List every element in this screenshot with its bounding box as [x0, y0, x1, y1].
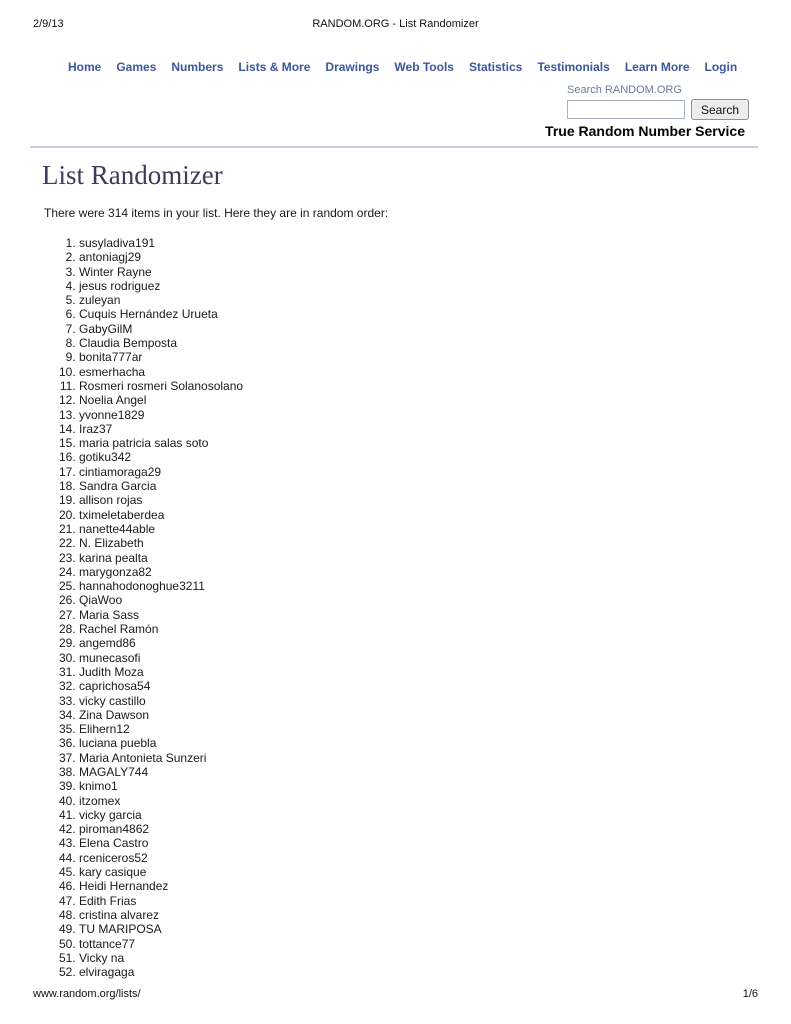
list-item: 38. MAGALY744: [79, 765, 243, 779]
footer-url: www.random.org/lists/: [33, 988, 141, 1000]
page-title: List Randomizer: [42, 160, 223, 190]
search-block: [567, 84, 747, 120]
list-item: 50. tottance77: [79, 937, 243, 951]
list-item: 16. gotiku342: [79, 450, 243, 464]
print-footer: [33, 988, 758, 1000]
print-header: [33, 18, 758, 32]
list-item: 9. bonita777ar: [79, 350, 243, 364]
list-item: 18. Sandra Garcia: [79, 479, 243, 493]
list-item: 4. jesus rodriguez: [79, 279, 243, 293]
list-item: 8. Claudia Bemposta: [79, 336, 243, 350]
list-item: 2. antoniagj29: [79, 250, 243, 264]
nav-item-drawings[interactable]: Drawings: [325, 60, 380, 74]
header-divider: [30, 146, 758, 148]
list-item: 27. Maria Sass: [79, 608, 243, 622]
nav-item-games[interactable]: Games: [116, 60, 157, 74]
main-nav: [68, 60, 737, 74]
list-item: 22. N. Elizabeth: [79, 536, 243, 550]
list-item: 48. cristina alvarez: [79, 908, 243, 922]
list-item: 24. marygonza82: [79, 565, 243, 579]
print-title: RANDOM.ORG - List Randomizer: [312, 18, 479, 30]
nav-item-web-tools[interactable]: Web Tools: [394, 60, 454, 74]
list-item: 21. nanette44able: [79, 522, 243, 536]
list-item: 6. Cuquis Hernández Urueta: [79, 307, 243, 321]
list-item: 10. esmerhacha: [79, 365, 243, 379]
list-item: 32. caprichosa54: [79, 679, 243, 693]
nav-item-home[interactable]: Home: [68, 60, 102, 74]
list-item: 40. itzomex: [79, 794, 243, 808]
list-item: 7. GabyGilM: [79, 322, 243, 336]
list-item: 30. munecasofi: [79, 651, 243, 665]
list-item: 23. karina pealta: [79, 551, 243, 565]
list-item: 52. elviragaga: [79, 965, 243, 979]
list-item: 13. yvonne1829: [79, 408, 243, 422]
list-item: 44. rceniceros52: [79, 851, 243, 865]
list-item: 45. kary casique: [79, 865, 243, 879]
print-date: 2/9/13: [33, 18, 64, 30]
list-item: 11. Rosmeri rosmeri Solanosolano: [79, 379, 243, 393]
list-item: 28. Rachel Ramón: [79, 622, 243, 636]
list-item: 14. Iraz37: [79, 422, 243, 436]
site-tagline: True Random Number Service: [545, 123, 745, 139]
list-item: 17. cintiamoraga29: [79, 465, 243, 479]
list-item: 29. angemd86: [79, 636, 243, 650]
list-item: 35. Elihern12: [79, 722, 243, 736]
list-item: 25. hannahodonoghue3211: [79, 579, 243, 593]
nav-item-lists-and-more[interactable]: Lists & More: [238, 60, 311, 74]
nav-item-testimonials[interactable]: Testimonials: [537, 60, 610, 74]
list-item: 5. zuleyan: [79, 293, 243, 307]
intro-text: There were 314 items in your list. Here they are in random order:: [44, 206, 389, 220]
nav-item-numbers[interactable]: Numbers: [171, 60, 224, 74]
list-item: 33. vicky castillo: [79, 694, 243, 708]
list-item: 12. Noelia Angel: [79, 393, 243, 407]
nav-item-statistics[interactable]: Statistics: [468, 60, 523, 74]
list-item: 51. Vicky na: [79, 951, 243, 965]
list-item: 43. Elena Castro: [79, 836, 243, 850]
list-item: 49. TU MARIPOSA: [79, 922, 243, 936]
search-button[interactable]: Search: [691, 99, 749, 120]
nav-item-learn-more[interactable]: Learn More: [624, 60, 690, 74]
search-input[interactable]: [567, 100, 685, 119]
list-item: 3. Winter Rayne: [79, 265, 243, 279]
list-item: 20. tximeletaberdea: [79, 508, 243, 522]
nav-item-login[interactable]: Login: [704, 60, 738, 74]
list-item: 46. Heidi Hernandez: [79, 879, 243, 893]
list-item: 31. Judith Moza: [79, 665, 243, 679]
list-item: 26. QiaWoo: [79, 593, 243, 607]
list-item: 39. knimo1: [79, 779, 243, 793]
search-label: Search RANDOM.ORG: [567, 84, 682, 96]
randomized-list: [0, 236, 243, 979]
list-item: 19. allison rojas: [79, 493, 243, 507]
list-item: 42. piroman4862: [79, 822, 243, 836]
list-item: 34. Zina Dawson: [79, 708, 243, 722]
list-item: 15. maria patricia salas soto: [79, 436, 243, 450]
list-item: 36. luciana puebla: [79, 736, 243, 750]
list-item: 1. susyladiva191: [79, 236, 243, 250]
footer-page-number: 1/6: [742, 988, 758, 1000]
list-item: 47. Edith Frias: [79, 894, 243, 908]
list-item: 37. Maria Antonieta Sunzeri: [79, 751, 243, 765]
list-item: 41. vicky garcia: [79, 808, 243, 822]
